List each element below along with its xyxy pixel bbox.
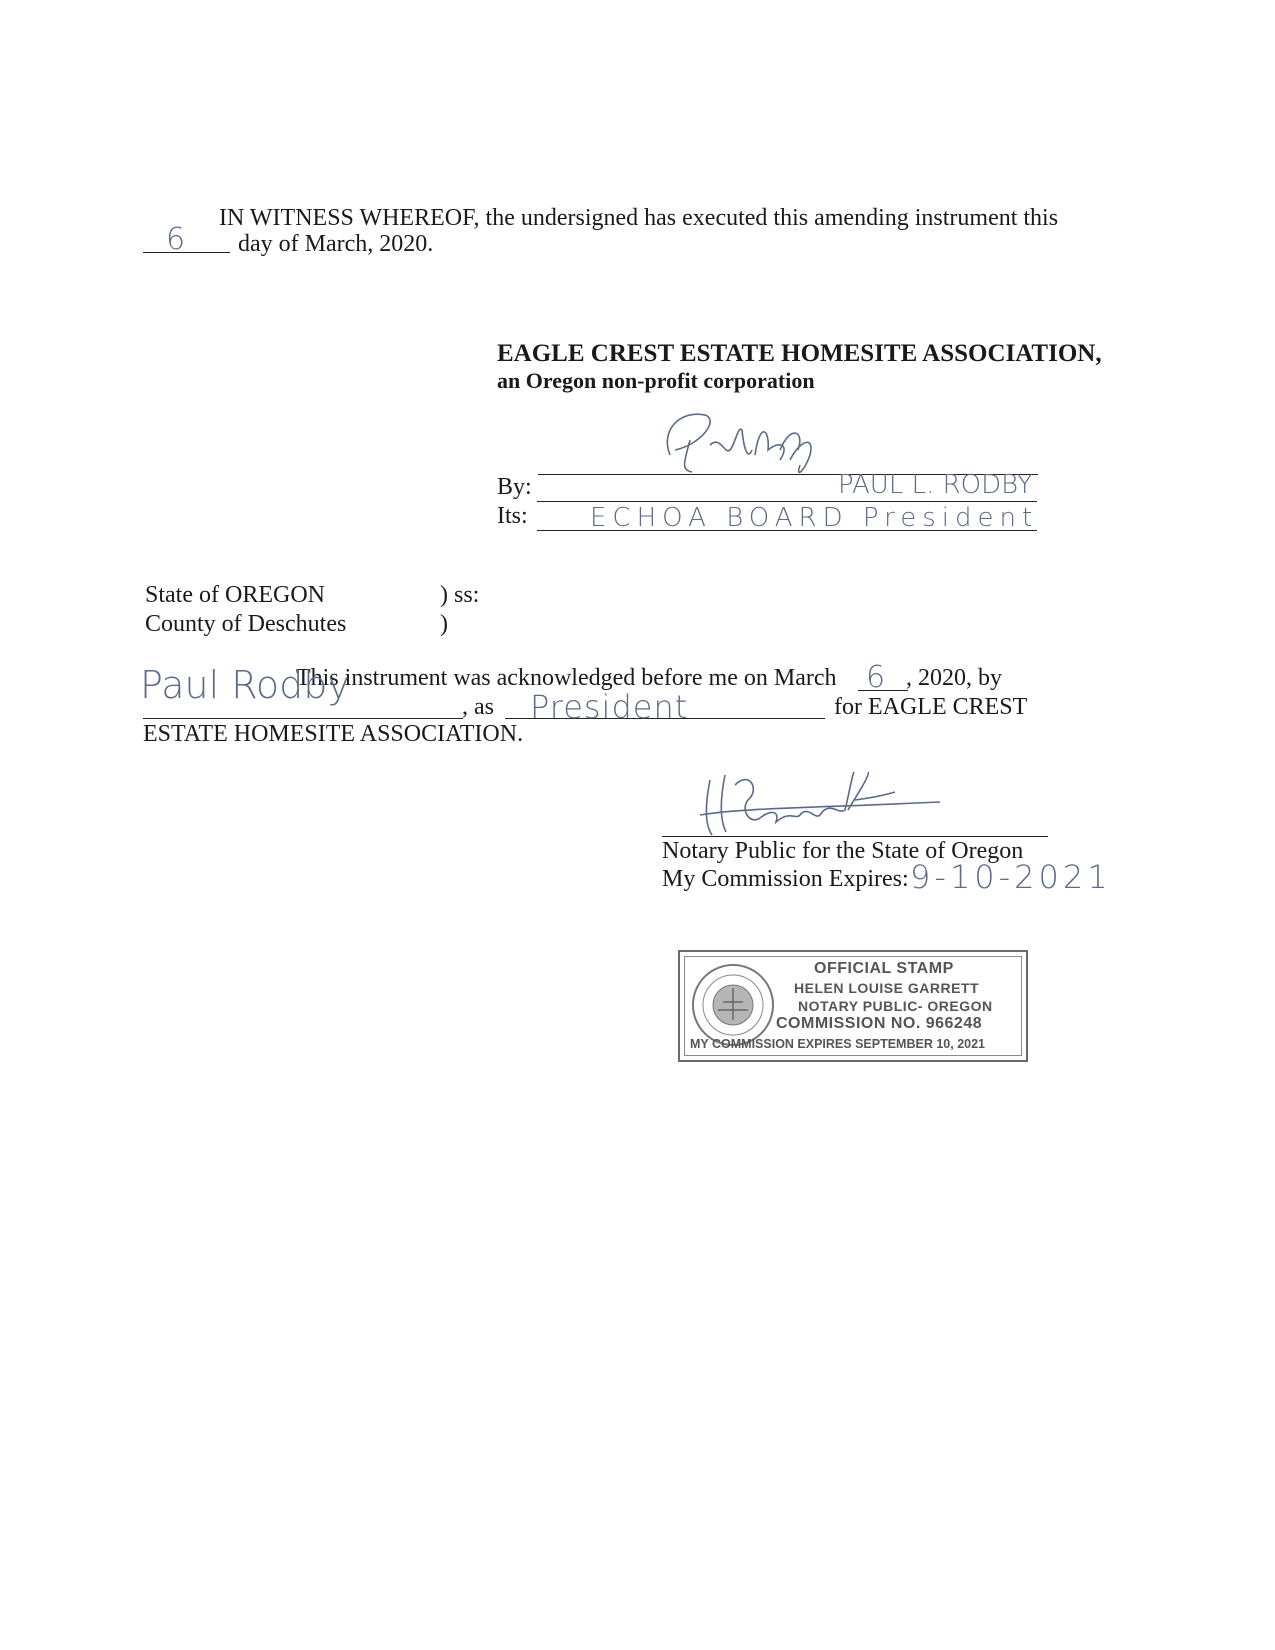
notary-signature xyxy=(680,760,940,840)
ack-for-label: for EAGLE CREST xyxy=(834,694,1028,720)
notary-signature-line xyxy=(662,836,1048,837)
its-title-handwritten: ECHOA BOARD President xyxy=(590,503,1039,533)
by-name-handwritten: PAUL L. RODBY xyxy=(838,470,1033,500)
venue-county: County of Deschutes xyxy=(145,611,347,637)
witness-clause: IN WITNESS WHEREOF, the undersigned has executed this amending instrument this xyxy=(219,205,1059,231)
its-label: Its: xyxy=(497,503,528,529)
ack-name-handwritten: Paul Rodby xyxy=(140,663,350,707)
notary-expires-handwritten: 9-10-2021 xyxy=(910,858,1112,896)
ack-name-line xyxy=(143,718,463,719)
ack-day-handwritten: 6 xyxy=(866,660,886,695)
ack-line3: ESTATE HOMESITE ASSOCIATION. xyxy=(143,721,524,747)
stamp-line1: OFFICIAL STAMP xyxy=(814,960,954,977)
notary-title: Notary Public for the State of Oregon xyxy=(662,838,1024,864)
stamp-line3: NOTARY PUBLIC- OREGON xyxy=(798,998,993,1014)
official-stamp xyxy=(678,950,1028,1062)
witness-day-suffix: day of March, 2020. xyxy=(238,231,434,257)
ack-part1: This instrument was acknowledged before me on March xyxy=(296,665,837,691)
stamp-line5: MY COMMISSION EXPIRES SEPTEMBER 10, 2021 xyxy=(690,1037,985,1051)
venue-ss: ) ss: xyxy=(440,582,480,608)
notary-expires-label: My Commission Expires: xyxy=(662,866,909,892)
stamp-line2: HELEN LOUISE GARRETT xyxy=(794,980,980,996)
witness-day-line xyxy=(143,252,230,253)
venue-state: State of OREGON xyxy=(145,582,325,608)
venue-paren: ) xyxy=(440,611,448,637)
by-label: By: xyxy=(497,474,532,500)
ack-as-label: , as xyxy=(462,694,494,720)
by-line xyxy=(537,501,1037,502)
president-signature xyxy=(630,400,830,480)
ack-role-handwritten: President xyxy=(530,688,689,726)
stamp-line4: COMMISSION NO. 966248 xyxy=(776,1015,983,1032)
association-name: EAGLE CREST ESTATE HOMESITE ASSOCIATION, xyxy=(497,340,1102,367)
ack-part2: , 2020, by xyxy=(906,665,1002,691)
oregon-seal-icon xyxy=(690,962,776,1048)
witness-day-handwritten: 6 xyxy=(166,222,186,257)
association-type: an Oregon non-profit corporation xyxy=(497,368,815,393)
